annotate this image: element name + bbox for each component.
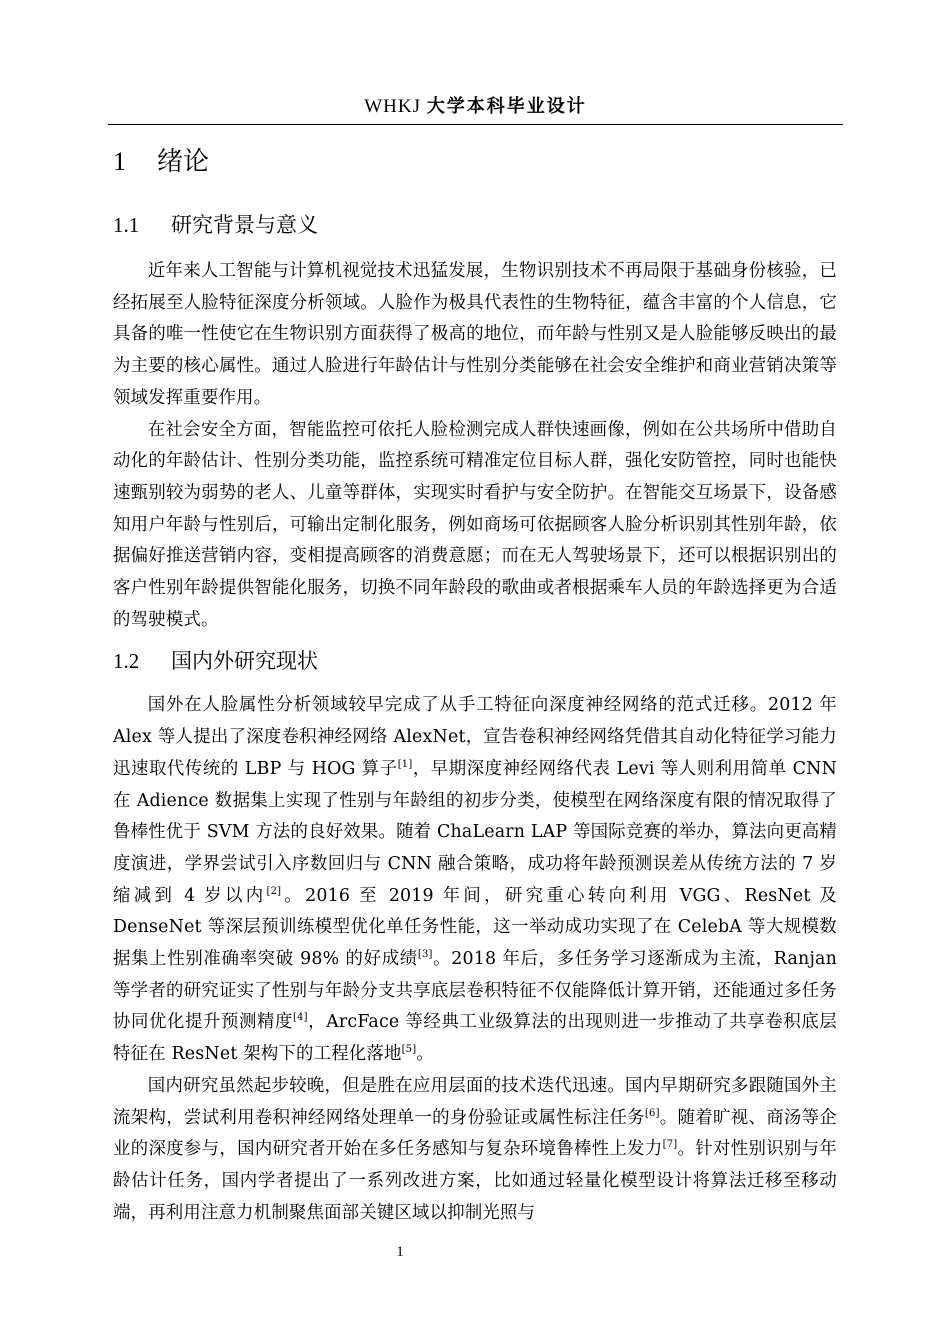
citation-ref: [7]: [662, 1139, 678, 1151]
section-title: 国内外研究现状: [171, 649, 318, 674]
paragraph-text: 国外在人脸属性分析领域较早完成了从手工特征向深度神经网络的范式迁移。2012 年 Alex 等人提出了深度卷积神经网络 AlexNet，宣告卷积神经网络凭借其自动化特征学习能力迅速取代传统的 LBP 与 HOG 算子: [113, 695, 837, 779]
chapter-heading: [113, 138, 837, 186]
paragraph-text: 。随着旷视、商汤等企业的深度参与，国内研究者开始在多任务感知与复杂环境鲁棒性上发力: [113, 1107, 837, 1160]
section-heading: [113, 208, 837, 242]
chapter-number: 1: [113, 147, 126, 176]
paragraph-text: 。针对性别识别与年龄估计任务，国内学者提出了一系列改进方案，比如通过轻量化模型设计将算法迁移至移动端，再利用注意力机制聚焦面部关键区域以抑制光照与: [113, 1139, 837, 1223]
chapter-title: 绪论: [157, 147, 210, 177]
page-number: 1: [396, 1244, 404, 1260]
header-prefix: WHKJ: [364, 96, 427, 117]
paragraph-text: 国内研究虽然起步较晚，但是胜在应用层面的技术迭代迅速。国内早期研究多跟随国外主流架构，尝试利用卷积神经网络处理单一的身份验证或属性标注任务: [113, 1075, 837, 1128]
paragraph-text: 。: [416, 1044, 434, 1065]
citation-ref: [6]: [644, 1107, 660, 1119]
page-body: [113, 138, 837, 1229]
page-header: [108, 92, 843, 118]
paragraph-text: ，ArcFace 等经典工业级算法的出现则进一步推动了共享卷积底层特征在 ResNet 架构下的工程化落地: [113, 1012, 837, 1065]
paragraph: 在社会安全方面，智能监控可依托人脸检测完成人群快速画像，例如在公共场所中借助自动化的年龄估计、性别分类功能，监控系统可精准定位目标人群，强化安防管控，同时也能快速甄别较为弱势的老人、儿童等群体，实现实时看护与安全防护。在智能交互场景下，设备感知用户年龄与性别后，可输出定制化服务，例如商场可依据顾客人脸分析识别其性别年龄，依据偏好推送营销内容，变相提高顾客的消费意愿；而在无人驾驶场景下，还可以根据识别出的客户性别年龄提供智能化服务，切换不同年龄段的歌曲或者根据乘车人员的年龄选择更为合适的驾驶模式。: [113, 419, 837, 630]
paragraph: [113, 1071, 837, 1230]
header-title: 大学本科毕业设计: [426, 96, 587, 117]
citation-ref: [5]: [401, 1044, 417, 1056]
paragraph-text: 。2016 至 2019 年间，研究重心转向利用 VGG、ResNet 及 DenseNet 等深层预训练模型优化单任务性能，这一举动成功实现了在 CelebA 等大规模数据集上性别准确率突破 98% 的好成绩: [113, 885, 837, 970]
section-heading: [113, 644, 837, 678]
paragraph-text: 。2018 年后，多任务学习逐渐成为主流，Ranjan 等学者的研究证实了性别与年龄分支共享底层卷积特征不仅能降低计算开销，还能通过多任务协同优化提升预测精度: [113, 949, 838, 1033]
paragraph: 近年来人工智能与计算机视觉技术迅猛发展，生物识别技术不再局限于基础身份核验，已经拓展至人脸特征深度分析领域。人脸作为极具代表性的生物特征，蕴含丰富的个人信息，它具备的唯一性使它在生物识别方面获得了极高的地位，而年龄与性别又是人脸能够反映出的最为主要的核心属性。通过人脸进行年龄估计与性别分类能够在社会安全维护和商业营销决策等领域发挥重要作用。: [113, 261, 837, 408]
section-number: 1.1: [113, 213, 140, 237]
paragraph-text: ，早期深度神经网络代表 Levi 等人则利用简单 CNN 在 Adience 数据集上实现了性别与年龄组的初步分类，使模型在网络深度有限的情况取得了鲁棒性优于 SVM 方法的良好效果。随着 ChaLearn LAP 等国际竞赛的举办，算法向更高精度演进，学界尝试引入序数回归与 CNN 融合策略，成功将年龄预测误差从传统方法的 7 岁缩减到 4 岁以内: [113, 758, 837, 906]
header-divider: [108, 124, 843, 125]
section-title: 研究背景与意义: [171, 213, 318, 237]
citation-ref: [1]: [397, 759, 413, 771]
section-number: 1.2: [113, 649, 140, 674]
paragraph: [113, 690, 837, 1070]
citation-ref: [2]: [266, 885, 282, 897]
citation-ref: [3]: [417, 949, 433, 961]
citation-ref: [4]: [292, 1012, 308, 1024]
